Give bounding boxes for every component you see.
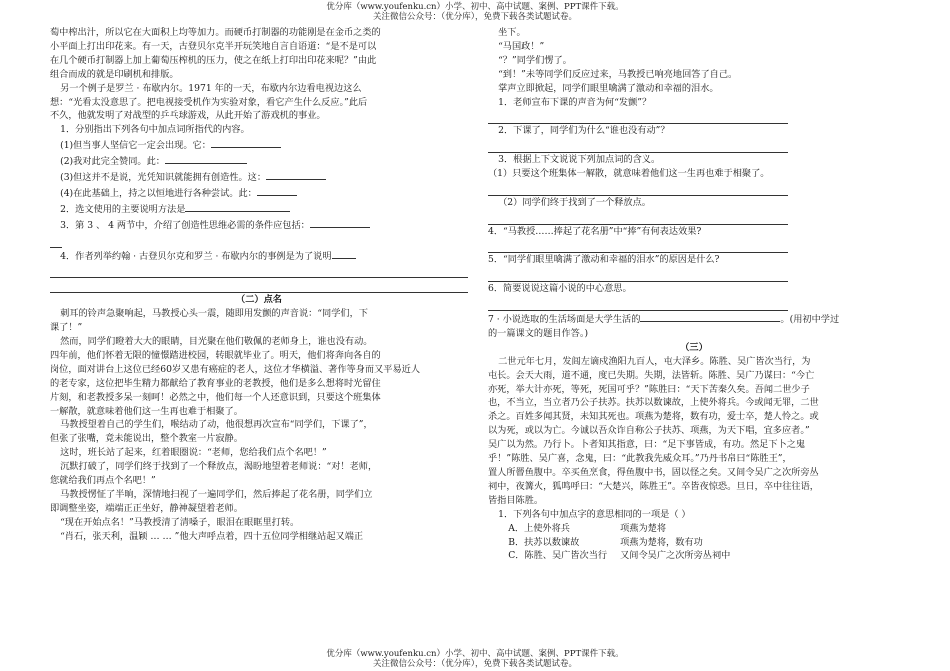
question-1a: [50, 137, 468, 153]
text-line: 想：“光看太没意思了。把电视接受机作为实验对象，看它产生什么反应。”此后: [50, 96, 368, 108]
question-7-hint: 。(用初中学过: [780, 314, 840, 326]
text-line: “？”同学们愣了。: [498, 54, 572, 66]
answer-line: [488, 239, 788, 254]
text-line: 马教授望着自己的学生们，喉结动了动，他很想再次宣布“同学们，下课了”，: [60, 419, 373, 431]
answer-line: [488, 138, 788, 153]
text-line: 吴广以为然。乃行卜。卜者知其指意，曰：“足下事皆成，有功。然足下卜之鬼: [488, 439, 806, 451]
page-header: [0, 2, 950, 22]
text-line: 皆指目陈胜。: [488, 494, 544, 506]
section-2-title: （二）点名: [236, 294, 282, 306]
text-line: 二世元年七月，发闾左谪戍渔阳九百人，屯大泽乡。陈胜、吴广皆次当行，为: [498, 355, 811, 367]
answer-blank: [211, 137, 281, 148]
question-3: 3．根据上下文说说下列加点词的含义。: [498, 154, 661, 166]
question-1b: [50, 153, 468, 169]
question-1d-text: (4)在此基础上，持之以恒地进行各种尝试。此：: [60, 187, 257, 199]
text-line: 一解散，就意味着他们这一生再也难于相聚了。: [50, 405, 243, 417]
question-5: 5．“同学们眼里噙满了激动和幸福的泪水”的原因是什么?: [488, 254, 720, 266]
text-line: 沉默打破了，同学们终于找到了一个释放点，渴盼地望着老师说：“对！老师，: [60, 461, 378, 473]
answer-line: [488, 267, 788, 282]
text-line: 也，不当立，当立者乃公子扶苏。扶苏以数谏故，上使外将兵。今或闻无罪，二世: [488, 397, 819, 409]
answer-line: [50, 263, 468, 278]
mc-option-b-left: B．扶苏以数谏故: [508, 536, 580, 548]
answer-blank: [310, 217, 370, 228]
question-7-cont: 的一篇课文的题目作答。): [488, 327, 589, 339]
text-line: 组合而成的就是印刷机和排版。: [50, 68, 179, 80]
mc-question-1: 1．下列各句中加点字的意思相同的一项是（ ）: [498, 508, 691, 520]
question-1c-text: (3)但这并不是说，光凭知识就能拥有创造性。这：: [60, 172, 267, 184]
answer-blank: [266, 169, 326, 180]
text-line: “肖石，张天利，温颖 … … ”他大声呼点着，四十五位同学相继站起又端正: [60, 530, 364, 542]
text-line: 掌声立即掀起，同学们眼里噙满了激动和幸福的泪水。: [498, 82, 719, 94]
text-line: “马国政！”: [498, 40, 545, 52]
text-line: 刺耳的铃声急聚响起，马教授心头一震，随即用发颤的声音说：“同学们，下: [60, 308, 368, 320]
text-line: 亦死，举大计亦死，等死，死国可乎？”陈胜曰：“天下苦秦久矣。吾闻二世少子: [488, 383, 810, 395]
question-1b-text: (2)我对此完全赞同。此：: [60, 156, 165, 168]
answer-blank: [165, 153, 247, 164]
question-1d: [50, 185, 468, 201]
text-line: 片刻，和老教授多呆一刻呵！必然之中，他们每一个人还意识到，只要这个班集体: [50, 391, 381, 403]
answer-line: [50, 278, 468, 293]
answer-blank: [185, 201, 290, 212]
text-line: 在几个硬币打制器上加上葡萄压榨机的压力，使之在纸上打印出印花来呢？”由此: [50, 54, 377, 66]
question-4: 4．“马教授……捧起了花名册”中“捧”有何表达效果?: [488, 225, 702, 237]
left-column: [50, 26, 468, 646]
question-3b: （2）同学们终于找到了一个释放点。: [498, 196, 651, 208]
header-line-1: 优分库（www.youfenku.cn）小学、初中、高中试题、案例、PPT课件下载。: [326, 2, 624, 12]
answer-line: [488, 296, 788, 311]
mc-option-c-left: C．陈胜、吴广皆次当行: [508, 550, 608, 562]
mc-option-c-right: 又间令吴广之次所旁丛祠中: [620, 550, 731, 562]
question-2: 2．下课了，同学们为什么“谁也没有动”？: [498, 125, 670, 137]
question-2-text: 2．选文使用的主要说明方法是: [60, 203, 186, 215]
answer-line: [488, 210, 788, 225]
text-line: 岗位，面对讲台上这位已经60岁又患有癌症的老人，这位才华横溢、著作等身而又平易近人: [50, 363, 421, 375]
mc-option-a-left: A．上使外将兵: [508, 522, 570, 534]
text-line: 马教授愣怔了半晌，深情地扫视了一遍同学们，然后捧起了花名册，同学们立: [60, 488, 373, 500]
header-line-2: 关注微信公众号：（优分库），免费下载各类试题试卷。: [372, 12, 577, 22]
text-line: 小平面上打出印花来。有一天，古登贝尔克半开玩笑地自言自语道：“是不是可以: [50, 40, 377, 52]
question-3-text: 3．第 3 、 4 两节中，介绍了创造性思维必需的条件应包括：: [60, 219, 310, 231]
answer-line: [50, 233, 62, 248]
question-1: 1．分别指出下列各句中加点词所指代的内容。: [60, 124, 250, 136]
answer-blank: [257, 185, 297, 196]
text-line: “现在开始点名！”马教授清了清嗓子，眼泪在眼眶里打转。: [60, 516, 300, 528]
text-line: 四年前，他们怀着无限的憧憬踏进校园，转眼就毕业了。明天，他们将奔向各自的: [50, 349, 381, 361]
mc-option-b: [488, 536, 900, 550]
text-line: 的老专家，这位把毕生精力都献给了教育事业的老教授，他们是多么想将时光留住: [50, 377, 381, 389]
question-3: [50, 217, 468, 233]
question-4: [50, 248, 468, 264]
text-line: 您就给我们再点个名吧！”: [50, 475, 156, 487]
text-line: 坐下。: [498, 27, 526, 38]
section-3-title: （三）: [680, 341, 708, 353]
text-line: 杀之。百姓多闻其贤，未知其死也。项燕为楚将，数有功，爱士卒，楚人怜之。或: [488, 411, 819, 423]
text-line: 乎！”陈胜、吴广喜，念鬼，曰：“此教我先威众耳。”乃丹书帛曰“陈胜王”，: [488, 453, 792, 465]
mc-option-c: [488, 549, 900, 563]
text-line: “到！”未等同学们反应过来，马教授已响亮地回答了自己。: [498, 68, 738, 80]
text-line: 但张了张嘴，竟未能说出，整个教室一片寂静。: [50, 433, 243, 445]
text-line: 置人所罾鱼腹中。卒买鱼烹食，得鱼腹中书，固以怪之矣。又间令吴广之次所旁丛: [488, 466, 819, 478]
text-line: 以为死，或以为亡。今诚以吾众诈自称公子扶苏、项燕，为天下唱，宜多应者。”: [488, 425, 810, 437]
text-line: 屯长。会天大雨，道不通，度已失期。失期，法皆斩。陈胜、吴广乃谋曰：“今亡: [488, 369, 815, 381]
question-7-text: 7 · 小说选取的生活场面是大学生活的: [488, 314, 641, 326]
text-line: 萄中榨出汁，所以它在大面积上均等加力。而硬币打制器的功能刚是在金币之类的: [50, 27, 381, 38]
right-column: [488, 26, 900, 646]
text-line: 另一个例子是罗兰 · 布歇内尔。1971 年的一天，布歇内尔边看电视边这么: [60, 82, 362, 94]
text-line: 祠中，夜篝火，狐鸣呼曰：“大楚兴，陈胜王”。卒皆夜惊恐。旦日，卒中往往语，: [488, 480, 819, 492]
question-1c: [50, 169, 468, 185]
answer-line: [488, 181, 788, 196]
answer-blank: [640, 311, 780, 322]
answer-blank: [332, 248, 356, 259]
question-7: [488, 311, 900, 327]
question-2: [50, 201, 468, 217]
question-3a: （1）只要这个班集体一解散，就意味着他们这一生再也难于相聚了。: [488, 168, 770, 180]
mc-option-b-right: 项燕为楚将，数有功: [620, 536, 703, 548]
footer-line-1: 优分库（www.youfenku.cn）小学、初中、高中试题、案例、PPT课件下载。: [326, 649, 624, 659]
question-6: 6．简要说说这篇小说的中心意思。: [488, 283, 632, 295]
text-line: 课了！”: [50, 322, 83, 334]
footer-line-2: 关注微信公众号：（优分库），免费下载各类试题试卷。: [372, 659, 577, 669]
text-line: 即调整坐姿，端端正正坐好，静神凝望着老师。: [50, 502, 243, 514]
mc-option-a: [488, 522, 900, 536]
text-line: 不久，他就发明了对战型的乒乓球游戏，从此开始了游戏机的事业。: [50, 110, 326, 122]
page-footer: [0, 649, 950, 669]
text-line: 然而，同学们瞪着大大的眼睛，目光聚在他们敬佩的老师身上，谁也没有动。: [60, 335, 373, 347]
text-line: 这时，班长站了起来，红着眼圈说：“老师，您给我们点个名吧！”: [60, 447, 327, 459]
question-1a-text: (1)但当事人坚信它一定会出现。它：: [60, 140, 211, 152]
question-4-text: 4．作者列举约翰 · 古登贝尔克和罗兰 · 布歇内尔的事例是为了说明: [60, 250, 332, 262]
question-1: 1．老师宣布下课的声音为何“发颤”？: [498, 96, 652, 108]
mc-option-a-right: 项燕为楚将: [620, 522, 667, 534]
answer-line: [488, 109, 788, 124]
